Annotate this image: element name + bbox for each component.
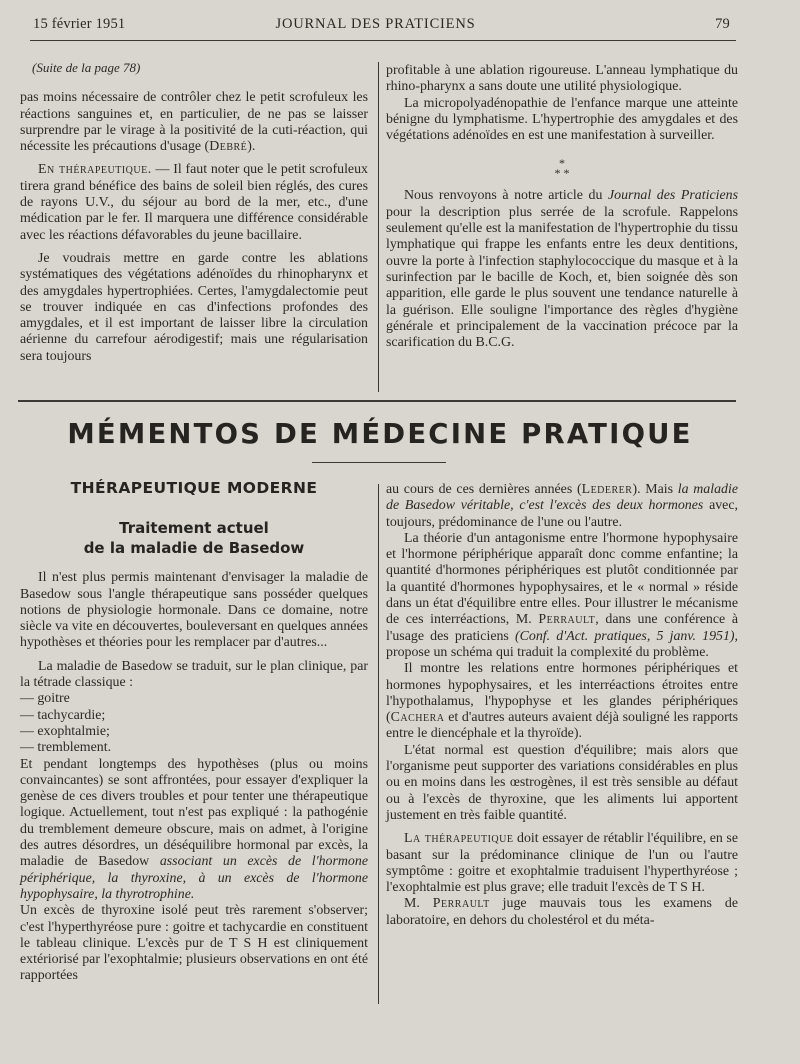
list-item: — goitre [20,691,70,707]
author-name: Debré [209,139,248,155]
top-left-column [20,60,368,365]
author-name: Perrault [432,896,490,912]
article-title: Traitement actuel [119,519,269,538]
bottom-left-column [20,480,368,985]
list-item: — exophtalmie; [20,723,110,739]
column-divider [378,484,379,1004]
paragraph: La micropolyadénopathie de l'enfance marque une atteinte bénigne du lymphatisme. L'hypertrophie des amygdales et des végétations adénoïdes en est une manifestation à surveiller. [386,95,738,144]
paragraph: L'état normal est question d'équilibre; mais alors que l'organisme peut supporter des variations considérables en plus ou en moins dans les œstrogènes, il est très sensible au défaut ou à l'excès de thyroxine, que les aliments lui apportent justement en très faible quantité. [386,742,738,823]
paragraph: La thérapeutique doit essayer de rétablir l'équilibre, en se basant sur la prédominance clinique de l'un ou l'autre symptôme : goitre et exophtalmie traduisent l'hyperthyréose ; l'exophtalmie est plus grave; elle traduit l'excès de T S H. [386,831,738,896]
paragraph: M. Perrault juge mauvais tous les examens de laboratoire, en dehors du cholestérol et du méta- [386,896,739,928]
paragraph: Il montre les relations entre hormones périphériques et hormones hypophysaires, et les interréactions étroites entre l'hypothalamus, l'hypophyse et les glandes périphériques (Cachera et d'autres auteurs avaient déjà souligné les rapports entre le diencéphale et la thyroïde). [386,661,738,742]
list-item: — tachycardie; [20,707,106,723]
paragraph: Un excès de thyroxine isolé peut très rarement s'observer; c'est l'hyperthyréose pure : goitre et tachycardie en constituent le tableau clinique. L'excès pur de T S H est cliniquement extériorisé par l'exophtalmie; plusieurs observations en ont été rapportées [20,903,368,984]
paragraph: Et pendant longtemps des hypothèses (plus ou moins convaincantes) se sont affrontées, pour essayer d'expliquer la genèse de ces divers troubles et pour tenter une thérapeutique logique. Actuellement, tout n'est pas expliqué : la pathogénie du tremblement demeure obscure, mais on admet, à l'origine des autres désordres, un déséquilibre hormonal par excès, la maladie de Basedow associant un excès de l'hormone périphérique, la thyroxine, à un excès de l'hormone hypophysaire, la thyrotrophine. [20,756,368,902]
list-item: — tremblement. [20,740,112,756]
author-name: Perrault [538,612,596,628]
continuation-note: (Suite de la page 78) [32,60,141,75]
journal-title: JOURNAL DES PRATICIENS [275,16,476,32]
banner-underline [312,462,446,463]
paragraph: La maladie de Basedow se traduit, sur le plan clinique, par la tétrade classique : [20,658,368,691]
article-title: de la maladie de Basedow [83,539,305,558]
header-date: 15 février 1951 [33,16,126,32]
header-rule [30,40,736,41]
paragraph: En thérapeutique. — Il faut noter que le petit scrofuleux tirera grand bénéfice des bains de soleil bien réglés, des cures de rayons U.V., du séjour au bord de la mer, etc., d'une médication par le fer. Il marquera une différence considérable avec les réactions défavorables du jeune bacillaire. [20,162,368,243]
top-right-column [386,63,738,351]
paragraph: La théorie d'un antagonisme entre l'hormone hypophysaire et l'hormone périphérique apparaît donc comme enfantine; la quantité d'hormones périphériques est plutôt conditionnée par la quantité d'hormones hypophysaires, et le « normal » réside dans un état d'équilibre entre elles. Pour illustrer le mécanisme de ces interréactions, M. Perrault, dans une conférence à l'usage des praticiens (Conf. d'Act. pratiques, 5 janv. 1951), propose un schéma qui traduit la complexité du problème. [386,530,738,660]
paragraph: Nous renvoyons à notre article du Journal des Praticiens pour la description plus serrée de la scrofule. Rappelons seulement qu'elle est la manifestation de l'hypertrophie du tissu lymphatique qui frappe les enfants entre les deux dentitions, ouvre la porte à l'infection staphylococcique du masque et à la surinfection par le bacille de Koch, et, bien soignée dès son apparition, elle garde le plus souvent une tendance naturelle à la guérison. Elle souligne l'importance des règles d'hygiène générale et principalement de la vaccination précoce par la scarification du B.C.G. [386,188,738,351]
paragraph: Je voudrais mettre en garde contre les ablations systématiques des végétations adénoïdes du rhinopharynx et des amygdales hypertrophiées. Certes, l'amygdalectomie peut se trouver indiquée en cas d'infections profondes des amygdales, et il est important de laisser libre la circulation aérienne du carrefour aérodigestif; mais une régularisation sera toujours [20,250,368,364]
section-rule [18,400,736,402]
section-break-asterisks: * * * [554,156,570,181]
run-in-heading: En thérapeutique. [38,162,152,178]
section-heading: THÉRAPEUTIQUE MODERNE [70,479,318,497]
author-name: Cachera [390,710,445,726]
bottom-right-column [386,482,738,929]
author-name: Lederer [581,482,633,497]
paragraph: pas moins nécessaire de contrôler chez le petit scrofuleux les réactions sanguines et, en particulier, de ne pas se laisser surprendre par le virage à la positivité de la cuti-réaction, qui nécessite les précautions d'usage (Debré). [20,90,368,155]
run-in-heading: La thérapeutique [404,831,514,847]
paragraph: profitable à une ablation rigoureuse. L'anneau lymphatique du rhino-pharynx a sans doute une utilité physiologique. [386,63,738,95]
running-header [33,16,730,36]
column-divider [378,62,379,392]
page-number: 79 [715,16,730,32]
paragraph: au cours de ces dernières années (Lederer). Mais la maladie de Basedow véritable, c'est l'excès des deux hormones avec, toujours, prédominance de l'une ou l'autre. [386,482,739,530]
paragraph: Il n'est plus permis maintenant d'envisager la maladie de Basedow sous l'angle thérapeutique sans posséder quelques notions de physiologie hormonale. Dans ce domaine, notre siècle va vite en découvertes, bouleversant en quelques années hypothèses et théories pour les remplacer par d'autres... [20,570,368,651]
banner-heading: MÉMENTOS DE MÉDECINE PRATIQUE [67,418,693,450]
